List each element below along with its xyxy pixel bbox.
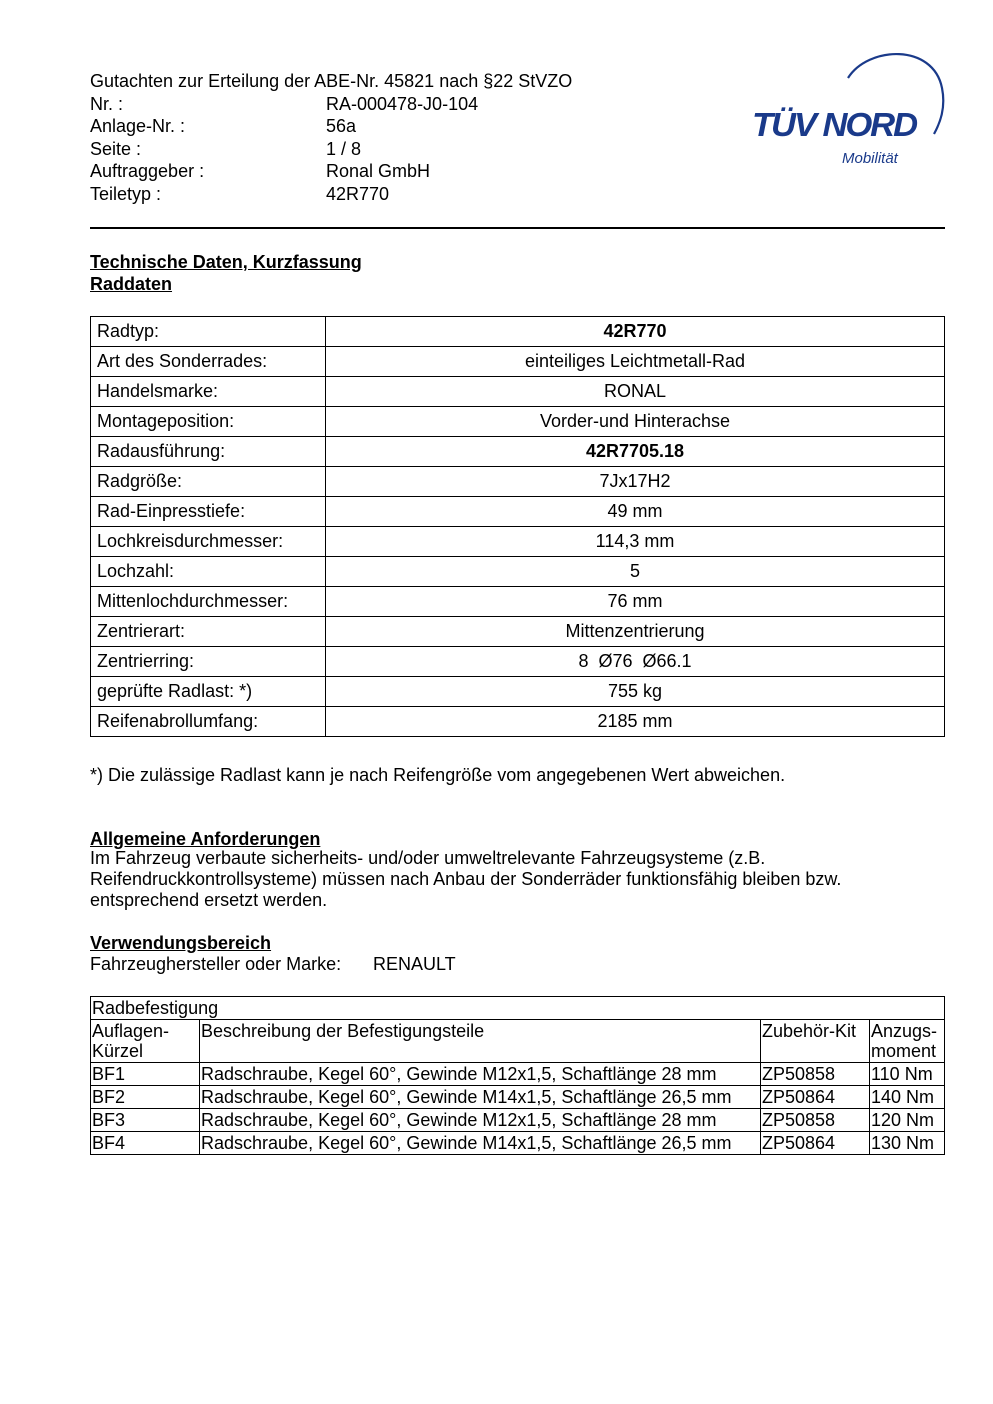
table-title-row bbox=[91, 997, 945, 1020]
logo-sub-text: Mobilität bbox=[842, 150, 898, 167]
row-label: Art des Sonderrades: bbox=[91, 347, 326, 377]
cell-kit: ZP50864 bbox=[761, 1132, 870, 1155]
cell-kit: ZP50858 bbox=[761, 1063, 870, 1086]
header-line: Anzugs- bbox=[871, 1021, 938, 1041]
cell-code: BF2 bbox=[91, 1086, 200, 1109]
section-title-allgemeine-anforderungen: Allgemeine Anforderungen bbox=[90, 829, 321, 849]
cell-desc: Radschraube, Kegel 60°, Gewinde M14x1,5, Schaftlänge 26,5 mm bbox=[200, 1086, 761, 1109]
row-value: Mittenzentrierung bbox=[326, 617, 945, 647]
row-label: geprüfte Radlast: *) bbox=[91, 677, 326, 707]
paragraph-line: Im Fahrzeug verbaute sicherheits- und/oder umweltrelevante Fahrzeugsysteme (z.B. bbox=[90, 848, 766, 868]
row-label: Reifenabrollumfang: bbox=[91, 707, 326, 737]
logo-brand-text: TÜV NORD bbox=[752, 106, 918, 143]
row-label: Radgröße: bbox=[91, 467, 326, 497]
allgemeine-anforderungen-text bbox=[90, 848, 940, 911]
header-value: 1 / 8 bbox=[326, 138, 362, 159]
cell-torque: 140 Nm bbox=[870, 1086, 945, 1109]
table-row bbox=[91, 407, 945, 437]
cell-code: BF1 bbox=[91, 1063, 200, 1086]
header-line: Kürzel bbox=[92, 1041, 144, 1061]
header-row-seite bbox=[90, 138, 650, 161]
column-header-kuerzel bbox=[91, 1020, 200, 1063]
row-label: Mittenlochdurchmesser: bbox=[91, 587, 326, 617]
row-value: Vorder-und Hinterachse bbox=[326, 407, 945, 437]
table-row bbox=[91, 707, 945, 737]
row-value: 2185 mm bbox=[326, 707, 945, 737]
cell-desc: Radschraube, Kegel 60°, Gewinde M12x1,5, Schaftlänge 28 mm bbox=[200, 1109, 761, 1132]
table-row bbox=[91, 317, 945, 347]
paragraph-line: Reifendruckkontrollsysteme) müssen nach Anbau der Sonderräder funktionsfähig bleiben bzw. bbox=[90, 869, 842, 889]
cell-kit: ZP50858 bbox=[761, 1109, 870, 1132]
column-header-anzugsmoment bbox=[870, 1020, 945, 1063]
cell-code: BF4 bbox=[91, 1132, 200, 1155]
row-value: 8 Ø76 Ø66.1 bbox=[326, 647, 945, 677]
header-row-nr bbox=[90, 93, 650, 116]
fahrzeughersteller-value: RENAULT bbox=[373, 954, 456, 974]
header-row-auftraggeber bbox=[90, 160, 650, 183]
table-row bbox=[91, 377, 945, 407]
table-row bbox=[91, 437, 945, 467]
raddaten-table bbox=[90, 316, 945, 737]
cell-desc: Radschraube, Kegel 60°, Gewinde M12x1,5, Schaftlänge 28 mm bbox=[200, 1063, 761, 1086]
row-value: 5 bbox=[326, 557, 945, 587]
row-label: Zentrierart: bbox=[91, 617, 326, 647]
header-row-anlage bbox=[90, 115, 650, 138]
header-label: Anlage-Nr. : bbox=[90, 116, 186, 136]
cell-desc: Radschraube, Kegel 60°, Gewinde M14x1,5, Schaftlänge 26,5 mm bbox=[200, 1132, 761, 1155]
fahrzeughersteller-line bbox=[90, 953, 456, 975]
row-value: 49 mm bbox=[326, 497, 945, 527]
header-label: Auftraggeber : bbox=[90, 161, 205, 181]
table-row bbox=[91, 1086, 945, 1109]
radbefestigung-title: Radbefestigung bbox=[91, 997, 945, 1020]
table-row bbox=[91, 1109, 945, 1132]
document-title: Gutachten zur Erteilung der ABE-Nr. 45821 nach §22 StVZO bbox=[90, 71, 573, 91]
row-label: Rad-Einpresstiefe: bbox=[91, 497, 326, 527]
row-label: Zentrierring: bbox=[91, 647, 326, 677]
row-value: RONAL bbox=[326, 377, 945, 407]
document-header bbox=[90, 70, 650, 205]
row-value: 755 kg bbox=[326, 677, 945, 707]
row-value: 114,3 mm bbox=[326, 527, 945, 557]
cell-torque: 110 Nm bbox=[870, 1063, 945, 1086]
tuv-nord-logo bbox=[748, 48, 948, 173]
row-label: Handelsmarke: bbox=[91, 377, 326, 407]
header-label: Teiletyp : bbox=[90, 183, 162, 204]
header-line: Auflagen- bbox=[92, 1021, 170, 1041]
row-value: einteiliges Leichtmetall-Rad bbox=[326, 347, 945, 377]
fahrzeughersteller-label: Fahrzeughersteller oder Marke: bbox=[90, 954, 342, 974]
row-value: 7Jx17H2 bbox=[326, 467, 945, 497]
table-row bbox=[91, 617, 945, 647]
table-row bbox=[91, 587, 945, 617]
column-header-beschreibung: Beschreibung der Befestigungsteile bbox=[200, 1020, 761, 1063]
section-title-technische-daten: Technische Daten, Kurzfassung bbox=[90, 252, 362, 272]
header-line: moment bbox=[871, 1041, 937, 1061]
table-row bbox=[91, 347, 945, 377]
row-value: 76 mm bbox=[326, 587, 945, 617]
table-header-row bbox=[91, 1020, 945, 1063]
paragraph-line: entsprechend ersetzt werden. bbox=[90, 890, 328, 910]
row-label: Radausführung: bbox=[91, 437, 326, 467]
table-row bbox=[91, 557, 945, 587]
section-title-verwendungsbereich: Verwendungsbereich bbox=[90, 933, 272, 953]
row-label: Lochkreisdurchmesser: bbox=[91, 527, 326, 557]
cell-kit: ZP50864 bbox=[761, 1086, 870, 1109]
header-row-teiletyp bbox=[90, 183, 650, 206]
cell-code: BF3 bbox=[91, 1109, 200, 1132]
row-value: 42R7705.18 bbox=[326, 437, 945, 467]
table-row bbox=[91, 527, 945, 557]
header-divider bbox=[90, 227, 945, 229]
radlast-footnote: *) Die zulässige Radlast kann je nach Reifengröße vom angegebenen Wert abweichen. bbox=[90, 765, 786, 785]
cell-torque: 130 Nm bbox=[870, 1132, 945, 1155]
row-value: 42R770 bbox=[326, 317, 945, 347]
header-label: Seite : bbox=[90, 138, 142, 159]
row-label: Montageposition: bbox=[91, 407, 326, 437]
table-row bbox=[91, 677, 945, 707]
column-header-zubehoer-kit: Zubehör-Kit bbox=[761, 1020, 870, 1063]
radbefestigung-table bbox=[90, 996, 945, 1155]
section-subtitle-raddaten: Raddaten bbox=[90, 274, 173, 294]
table-row bbox=[91, 467, 945, 497]
table-row bbox=[91, 1132, 945, 1155]
header-label: Nr. : bbox=[90, 93, 124, 114]
header-value: Ronal GmbH bbox=[326, 161, 431, 181]
header-value: 56a bbox=[326, 116, 357, 136]
row-label: Radtyp: bbox=[91, 317, 326, 347]
table-row bbox=[91, 497, 945, 527]
header-value: 42R770 bbox=[326, 183, 390, 204]
row-label: Lochzahl: bbox=[91, 557, 326, 587]
table-row bbox=[91, 647, 945, 677]
header-value: RA-000478-J0-104 bbox=[326, 93, 479, 114]
cell-torque: 120 Nm bbox=[870, 1109, 945, 1132]
table-row bbox=[91, 1063, 945, 1086]
